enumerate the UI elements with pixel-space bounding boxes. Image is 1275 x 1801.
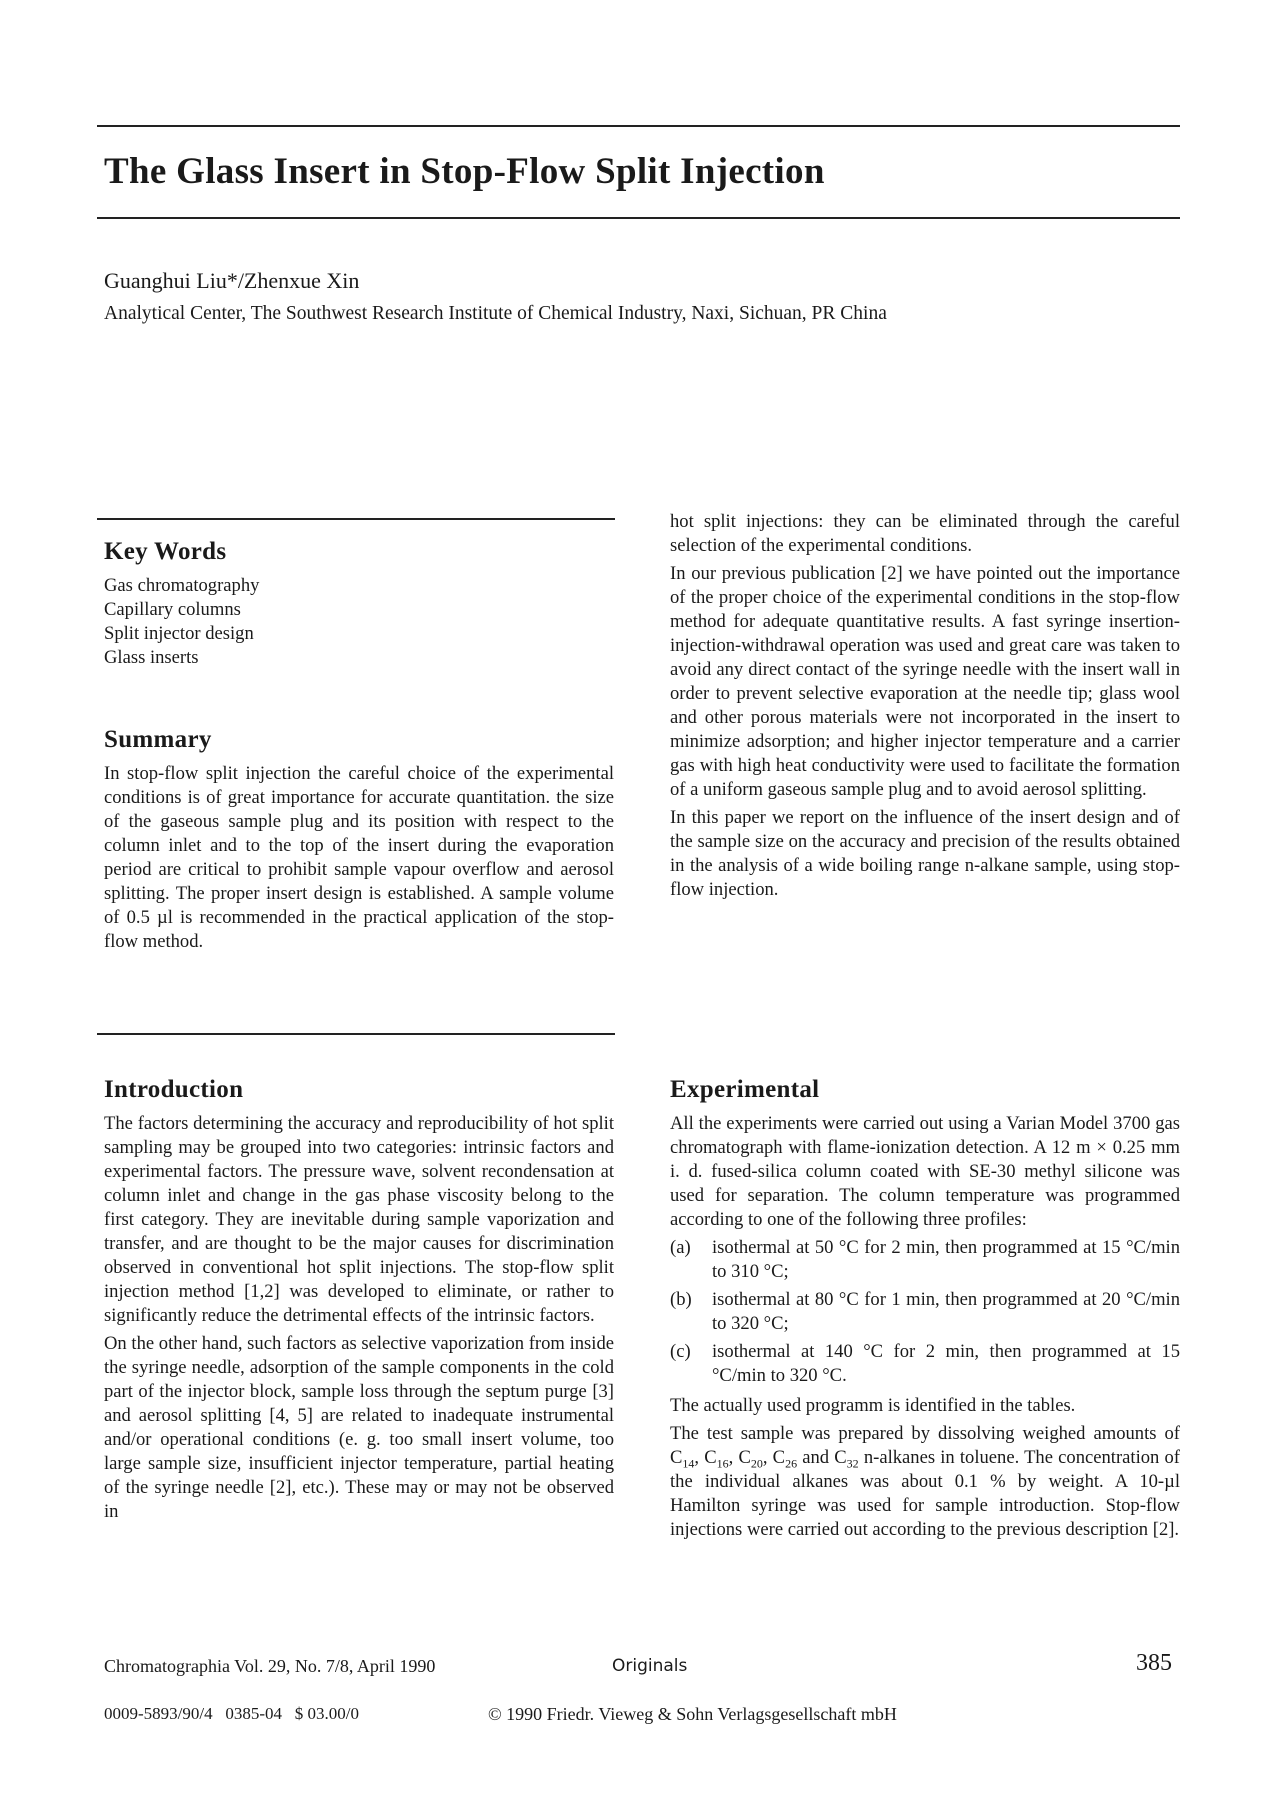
summary-text: In stop-flow split injection the careful choice of the experimental conditions is of great importance for accurate quantitation. the size of the gaseous sample plug and its position with respect to the column inlet and to the top of the insert during the evaporation period are critical to prohibit sample vapour overflow and aerosol splitting. The proper insert design is established. A sample volume of 0.5 µl is recommended in the practical application of the stop-flow method.: [104, 763, 614, 952]
profile-item: [670, 1340, 1180, 1388]
keywords-list: [104, 574, 614, 670]
top-rule: [97, 125, 1180, 127]
profile-label: (c): [670, 1341, 691, 1362]
body-paragraph: hot split injections: they can be eliminated through the careful selection of the experimental conditions.: [670, 511, 1180, 556]
keywords-rule: [97, 518, 615, 520]
authors: Guanghui Liu*/Zhenxue Xin: [104, 268, 360, 293]
experimental-paragraph: All the experiments were carried out using a Varian Model 3700 gas chromatograph with flame-ionization detection. A 12 m × 0.25 mm i. d. fused-silica column coated with SE-30 methyl silicone was used for separation. The column temperature was programmed according to one of the following three profiles:: [670, 1113, 1180, 1230]
introduction-paragraph: The factors determining the accuracy and reproducibility of hot split sampling may be grouped into two categories: intrinsic factors and experimental factors. The pressure wave, solvent recondensation at column inlet and change in the gas phase viscosity belong to the first category. They are inevitable during sample vaporization and transfer, and are thought to be the major causes for discrimination observed in conventional hot split injections. The stop-flow split injection method [1,2] was developed to eliminate, or rather to significantly reduce the detrimental effects of the intrinsic factors.: [104, 1113, 614, 1326]
article-code: 0009-5893/90/4 0385-04 $ 03.00/0: [104, 1704, 359, 1723]
introduction-section: [104, 1078, 614, 1528]
keyword: Gas chromatography: [104, 575, 260, 596]
paper-title: The Glass Insert in Stop-Flow Split Injection: [104, 151, 825, 192]
profile-label: (b): [670, 1289, 692, 1310]
carbon-subscript: 32: [846, 1456, 859, 1471]
keyword: Capillary columns: [104, 599, 241, 620]
body-paragraph: In this paper we report on the influence of the insert design and of the sample size on the accuracy and precision of the results obtained in the analysis of a wide boiling range n-alkane sample, using stop-flow injection.: [670, 807, 1180, 900]
affiliation: Analytical Center, The Southwest Research Institute of Chemical Industry, Naxi, Sichuan, PR China: [104, 303, 887, 324]
sample-text-start: The test sample was prepared by dissolving weighed amounts of C: [670, 1423, 1180, 1468]
temperature-profiles: [670, 1236, 1180, 1388]
profile-item: [670, 1288, 1180, 1336]
sample-text-end: n-alkanes in toluene. The concentration of the individual alkanes was about 0.1 % by weight. A 10-µl Hamilton syringe was used for sample introduction. Stop-flow injections were carried out according to the previous description [2].: [670, 1447, 1180, 1540]
keywords-section: [104, 540, 614, 670]
introduction-paragraph: On the other hand, such factors as selective vaporization from inside the syringe needle, adsorption of the sample components in the cold part of the injector block, sample loss through the septum purge [3] and aerosol splitting [4, 5] are related to inadequate instrumental and/or operational conditions (e. g. too small insert volume, too large sample size, insufficient injector temperature, partial heating of the syringe needle [2], etc.). These may or may not be observed in: [104, 1333, 614, 1522]
summary-section: [104, 728, 614, 958]
journal-citation: Chromatographia Vol. 29, No. 7/8, April 1990: [104, 1656, 436, 1676]
profile-text: isothermal at 140 °C for 2 min, then programmed at 15 °C/min to 320 °C.: [712, 1341, 1180, 1386]
carbon-subscript: 26: [785, 1456, 798, 1471]
experimental-paragraph: The actually used programm is identified in the tables.: [670, 1395, 1076, 1416]
body-paragraph: In our previous publication [2] we have pointed out the importance of the proper choice of the experimental conditions in the stop-flow method for adequate quantitative results. A fast syringe insertion-injection-withdrawal operation was used and great care was taken to avoid any direct contact of the syringe needle with the insert wall in order to prevent selective evaporation at the needle tip; glass wool and other porous materials were not incorporated in the insert to minimize adsorption; and higher injector temperature and a carrier gas with high heat conductivity were used to facilitate the formation of a uniform gaseous sample plug and to avoid aerosol splitting.: [670, 563, 1180, 800]
section-label: Originals: [612, 1656, 688, 1676]
continuation-section: [670, 510, 1180, 906]
carbon-subscript: 20: [750, 1456, 763, 1471]
keywords-heading: Key Words: [104, 538, 227, 565]
experimental-section: [670, 1078, 1180, 1546]
carbon-subscript: 14: [682, 1456, 695, 1471]
copyright-notice: © 1990 Friedr. Vieweg & Sohn Verlagsgesellschaft mbH: [488, 1704, 897, 1724]
profile-label: (a): [670, 1237, 691, 1258]
profile-item: [670, 1236, 1180, 1284]
introduction-heading: Introduction: [104, 1076, 244, 1103]
profile-text: isothermal at 80 °C for 1 min, then programmed at 20 °C/min to 320 °C;: [712, 1289, 1180, 1334]
profile-text: isothermal at 50 °C for 2 min, then programmed at 15 °C/min to 310 °C;: [712, 1237, 1180, 1282]
keyword: Split injector design: [104, 623, 254, 644]
summary-heading: Summary: [104, 726, 212, 753]
experimental-heading: Experimental: [670, 1076, 820, 1103]
title-rule: [97, 217, 1180, 219]
keyword: Glass inserts: [104, 647, 199, 668]
intro-rule: [97, 1033, 615, 1035]
carbon-subscript: 16: [716, 1456, 729, 1471]
experimental-paragraph: The test sample was prepared by dissolving weighed amounts of $C_{14}$, $C_{16}$, $C_{20}$, $C_{26}$ and $C_{32}$ n-alkanes in toluene. The concentration of the individual alkanes was about 0.1 % by weight. A 10-µl Hamilton syringe was used for sample introduction. Stop-flow injections were carried out according to the previous description [2].: [670, 1423, 1180, 1540]
page-number: 385: [1136, 1650, 1172, 1676]
